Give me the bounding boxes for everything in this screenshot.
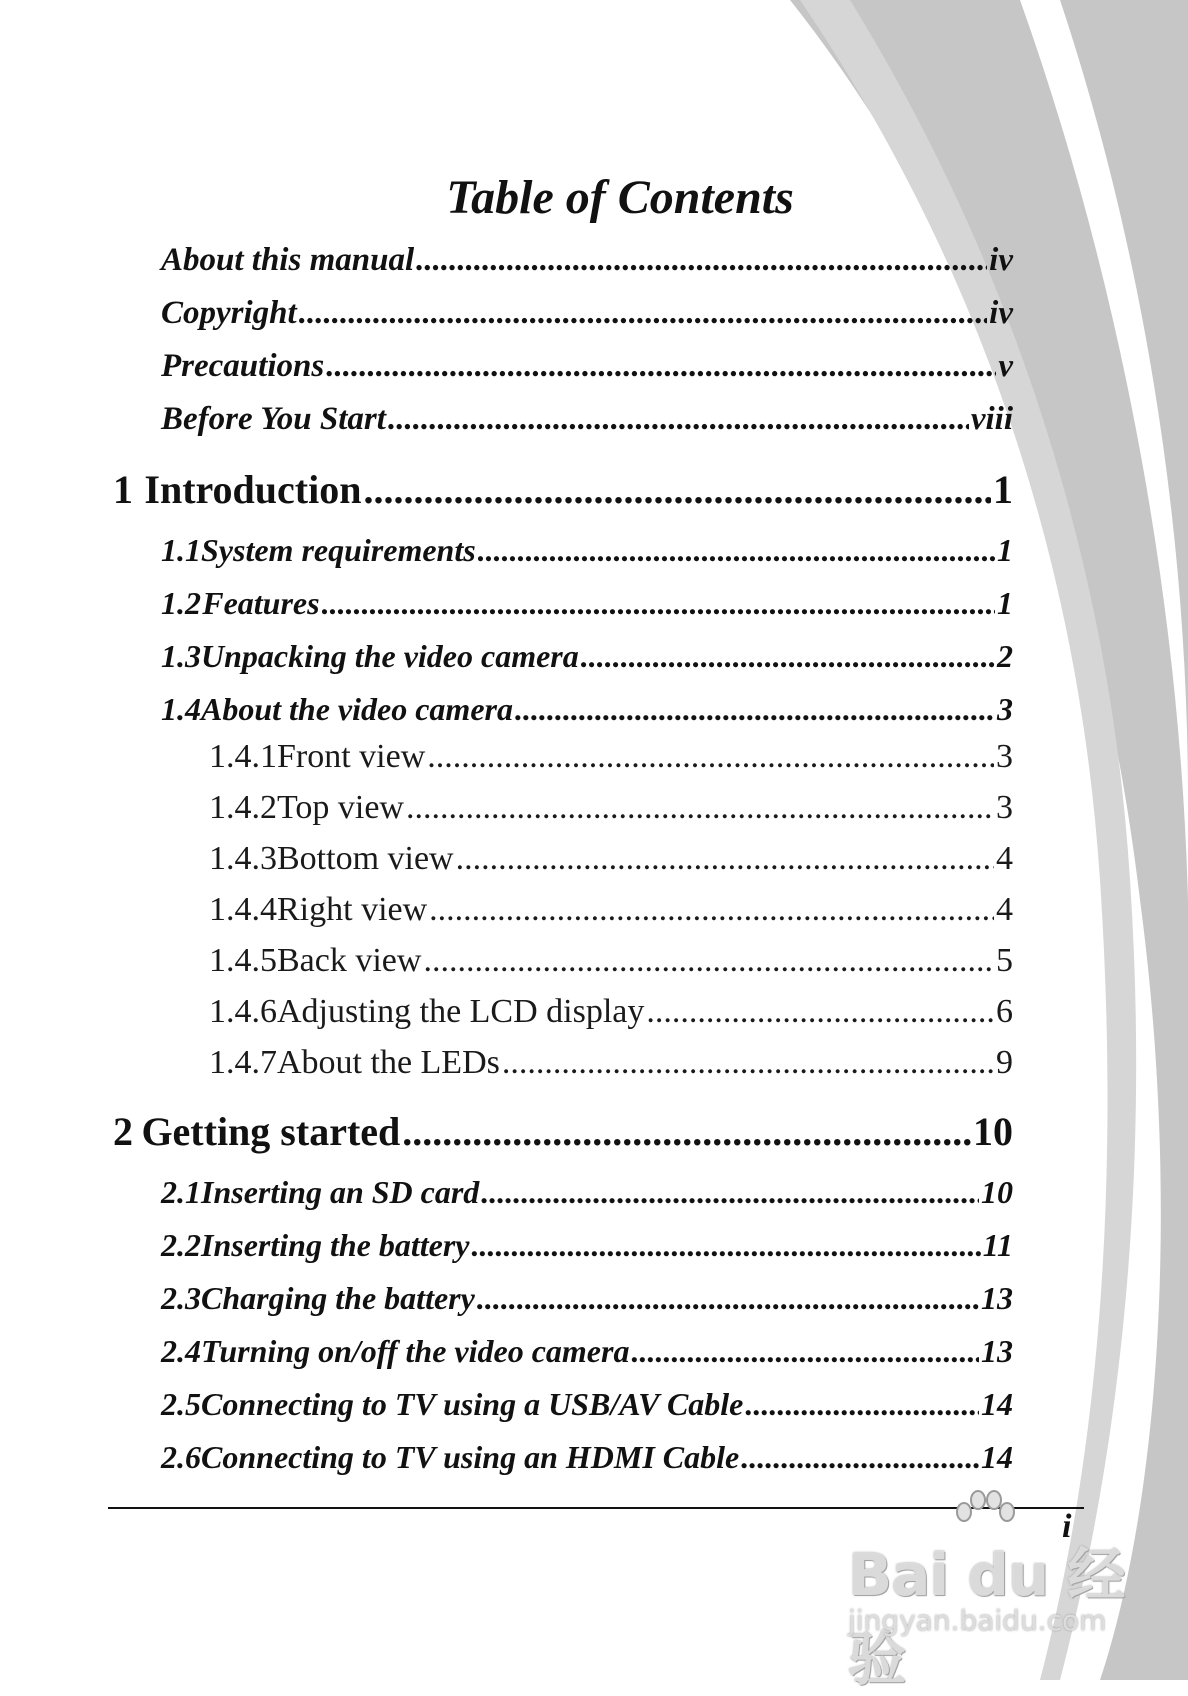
toc-entry-number: 1.4.3 [209, 840, 277, 877]
toc-entry-label: Bottom view [277, 840, 454, 877]
toc-dot-leader [406, 789, 994, 827]
toc-entry-subsection[interactable] [209, 891, 1013, 929]
toc-entry-page: 2 [997, 638, 1013, 674]
toc-entry-section[interactable] [161, 532, 1013, 569]
toc-entry-page: iv [989, 295, 1013, 331]
toc-entry-label: Front view [277, 738, 426, 775]
toc-entry-number: 1.4.6 [209, 993, 277, 1030]
toc-entry-number: 1 [113, 467, 133, 512]
toc-entry-subsection[interactable] [209, 942, 1013, 980]
toc-dot-leader [481, 1174, 979, 1211]
toc-entry-number: 1.2 [161, 585, 201, 621]
toc-entry-page: 11 [982, 1227, 1013, 1263]
toc-entry-page: 9 [996, 1044, 1013, 1081]
toc-entry-label: Inserting the battery [201, 1227, 470, 1263]
toc-entry-page: 1 [997, 532, 1013, 568]
toc-entry-label: Inserting an SD card [201, 1174, 480, 1210]
toc-entry-page: 14 [981, 1386, 1013, 1422]
toc-entry-page: 3 [996, 738, 1013, 775]
toc-entry-number: 2.5 [161, 1386, 201, 1422]
toc-entry-chapter[interactable] [113, 466, 1013, 513]
page-title: Table of Contents [446, 171, 794, 224]
toc-entry-section[interactable] [161, 1333, 1013, 1370]
toc-entry-page: 5 [996, 942, 1013, 979]
toc-dot-leader [456, 840, 994, 878]
toc-entry-number: 1.1 [161, 532, 201, 568]
toc-dot-leader [477, 1280, 979, 1317]
toc-entry-number: 2.3 [161, 1280, 201, 1316]
toc-entry-label: About this manual [161, 242, 415, 278]
toc-entry-number: 2.6 [161, 1439, 201, 1475]
toc-entry-section[interactable] [161, 1280, 1013, 1317]
toc-entry-section[interactable] [161, 691, 1013, 728]
toc-entry-page: 1 [993, 467, 1013, 512]
toc-entry-page: viii [970, 401, 1013, 437]
toc-entry-label: Getting started [141, 1109, 401, 1154]
toc-dot-leader [646, 993, 994, 1031]
toc-entry-page: 3 [997, 691, 1013, 727]
toc-entry-front[interactable] [161, 242, 1013, 279]
toc-entry-label: Connecting to TV using an HDMI Cable [201, 1439, 740, 1475]
toc-entry-page: 10 [973, 1109, 1013, 1154]
toc-dot-leader [423, 942, 994, 980]
toc-dot-leader [502, 1044, 994, 1082]
toc-entry-page: 13 [981, 1280, 1013, 1316]
toc-entry-number: 1.4.7 [209, 1044, 277, 1081]
toc-entry-page: 13 [981, 1333, 1013, 1369]
toc-entry-front[interactable] [161, 401, 1013, 438]
page-number: i [1062, 1508, 1072, 1545]
toc-entry-label: Adjusting the LCD display [277, 993, 645, 1030]
toc-dot-leader [388, 401, 969, 438]
toc-entry-page: iv [989, 242, 1013, 278]
toc-entry-number: 1.4 [161, 691, 201, 727]
toc-entry-subsection[interactable] [209, 789, 1013, 827]
toc-entry-number: 2.4 [161, 1333, 201, 1369]
toc-entry-label: About the video camera [201, 691, 513, 727]
toc-entry-label: Right view [277, 891, 428, 928]
toc-entry-front[interactable] [161, 348, 1013, 385]
toc-entry-section[interactable] [161, 1174, 1013, 1211]
toc-entry-subsection[interactable] [209, 993, 1013, 1031]
toc-entry-section[interactable] [161, 1227, 1013, 1264]
toc-entry-section[interactable] [161, 585, 1013, 622]
toc-entry-label: Precautions [161, 348, 325, 384]
toc-entry-label: Charging the battery [201, 1280, 475, 1316]
toc-entry-page: v [998, 348, 1013, 384]
toc-entry-label: System requirements [201, 532, 476, 568]
toc-entry-subsection[interactable] [209, 1044, 1013, 1082]
toc-dot-leader [741, 1439, 979, 1476]
toc-entry-label: Copyright [161, 295, 297, 331]
toc-entry-number: 1.3 [161, 638, 201, 674]
toc-dot-leader [427, 738, 994, 776]
toc-entry-number: 1.4.2 [209, 789, 277, 826]
toc-entry-number: 2.1 [161, 1174, 201, 1210]
toc-dot-leader [429, 891, 994, 929]
toc-entry-label: Turning on/off the video camera [201, 1333, 630, 1369]
toc-entry-page: 4 [996, 840, 1013, 877]
toc-entry-section[interactable] [161, 1439, 1013, 1476]
watermark-url: jingyan.baidu.com [848, 1604, 1107, 1637]
toc-dot-leader [471, 1227, 980, 1264]
toc-entry-page: 1 [997, 585, 1013, 621]
toc-entry-subsection[interactable] [209, 738, 1013, 776]
toc-entry-label: Features [202, 585, 320, 621]
toc-dot-leader [326, 348, 996, 385]
toc-entry-page: 14 [981, 1439, 1013, 1475]
toc-dot-leader [515, 691, 995, 728]
toc-entry-section[interactable] [161, 638, 1013, 675]
toc-entry-number: 1.4.1 [209, 738, 277, 775]
toc-dot-leader [745, 1386, 979, 1423]
toc-entry-chapter[interactable] [113, 1108, 1013, 1155]
toc-entry-number: 1.4.5 [209, 942, 277, 979]
toc-dot-leader [631, 1333, 979, 1370]
toc-entry-number: 2.2 [161, 1227, 201, 1263]
toc-entry-page: 10 [981, 1174, 1013, 1210]
toc-entry-label: Back view [277, 942, 422, 979]
baidu-watermark [838, 1520, 1128, 1693]
toc-entry-number: 1.4.4 [209, 891, 277, 928]
toc-dot-leader [299, 295, 987, 332]
toc-entry-label: About the LEDs [277, 1044, 500, 1081]
toc-entry-label: Connecting to TV using a USB/AV Cable [201, 1386, 744, 1422]
toc-dot-leader [402, 1108, 971, 1155]
toc-entry-label: Before You Start [161, 401, 386, 437]
toc-dot-leader [416, 242, 987, 279]
toc-entry-section[interactable] [161, 1386, 1013, 1423]
toc-dot-leader [322, 585, 995, 622]
toc-entry-subsection[interactable] [209, 840, 1013, 878]
footer-divider [108, 1507, 1084, 1509]
toc-entry-page: 4 [996, 891, 1013, 928]
toc-entry-label: Introduction [144, 467, 362, 512]
toc-dot-leader [478, 532, 995, 569]
toc-dot-leader [363, 466, 991, 513]
toc-entry-number: 2 [113, 1109, 133, 1154]
toc-dot-leader [581, 638, 995, 675]
watermark-logo-text: Bai du 经验 [848, 1541, 1125, 1693]
toc-entry-page: 3 [996, 789, 1013, 826]
toc-entry-page: 6 [996, 993, 1013, 1030]
toc-entry-label: Top view [277, 789, 404, 826]
toc-entry-front[interactable] [161, 295, 1013, 332]
toc-entry-label: Unpacking the video camera [201, 638, 579, 674]
